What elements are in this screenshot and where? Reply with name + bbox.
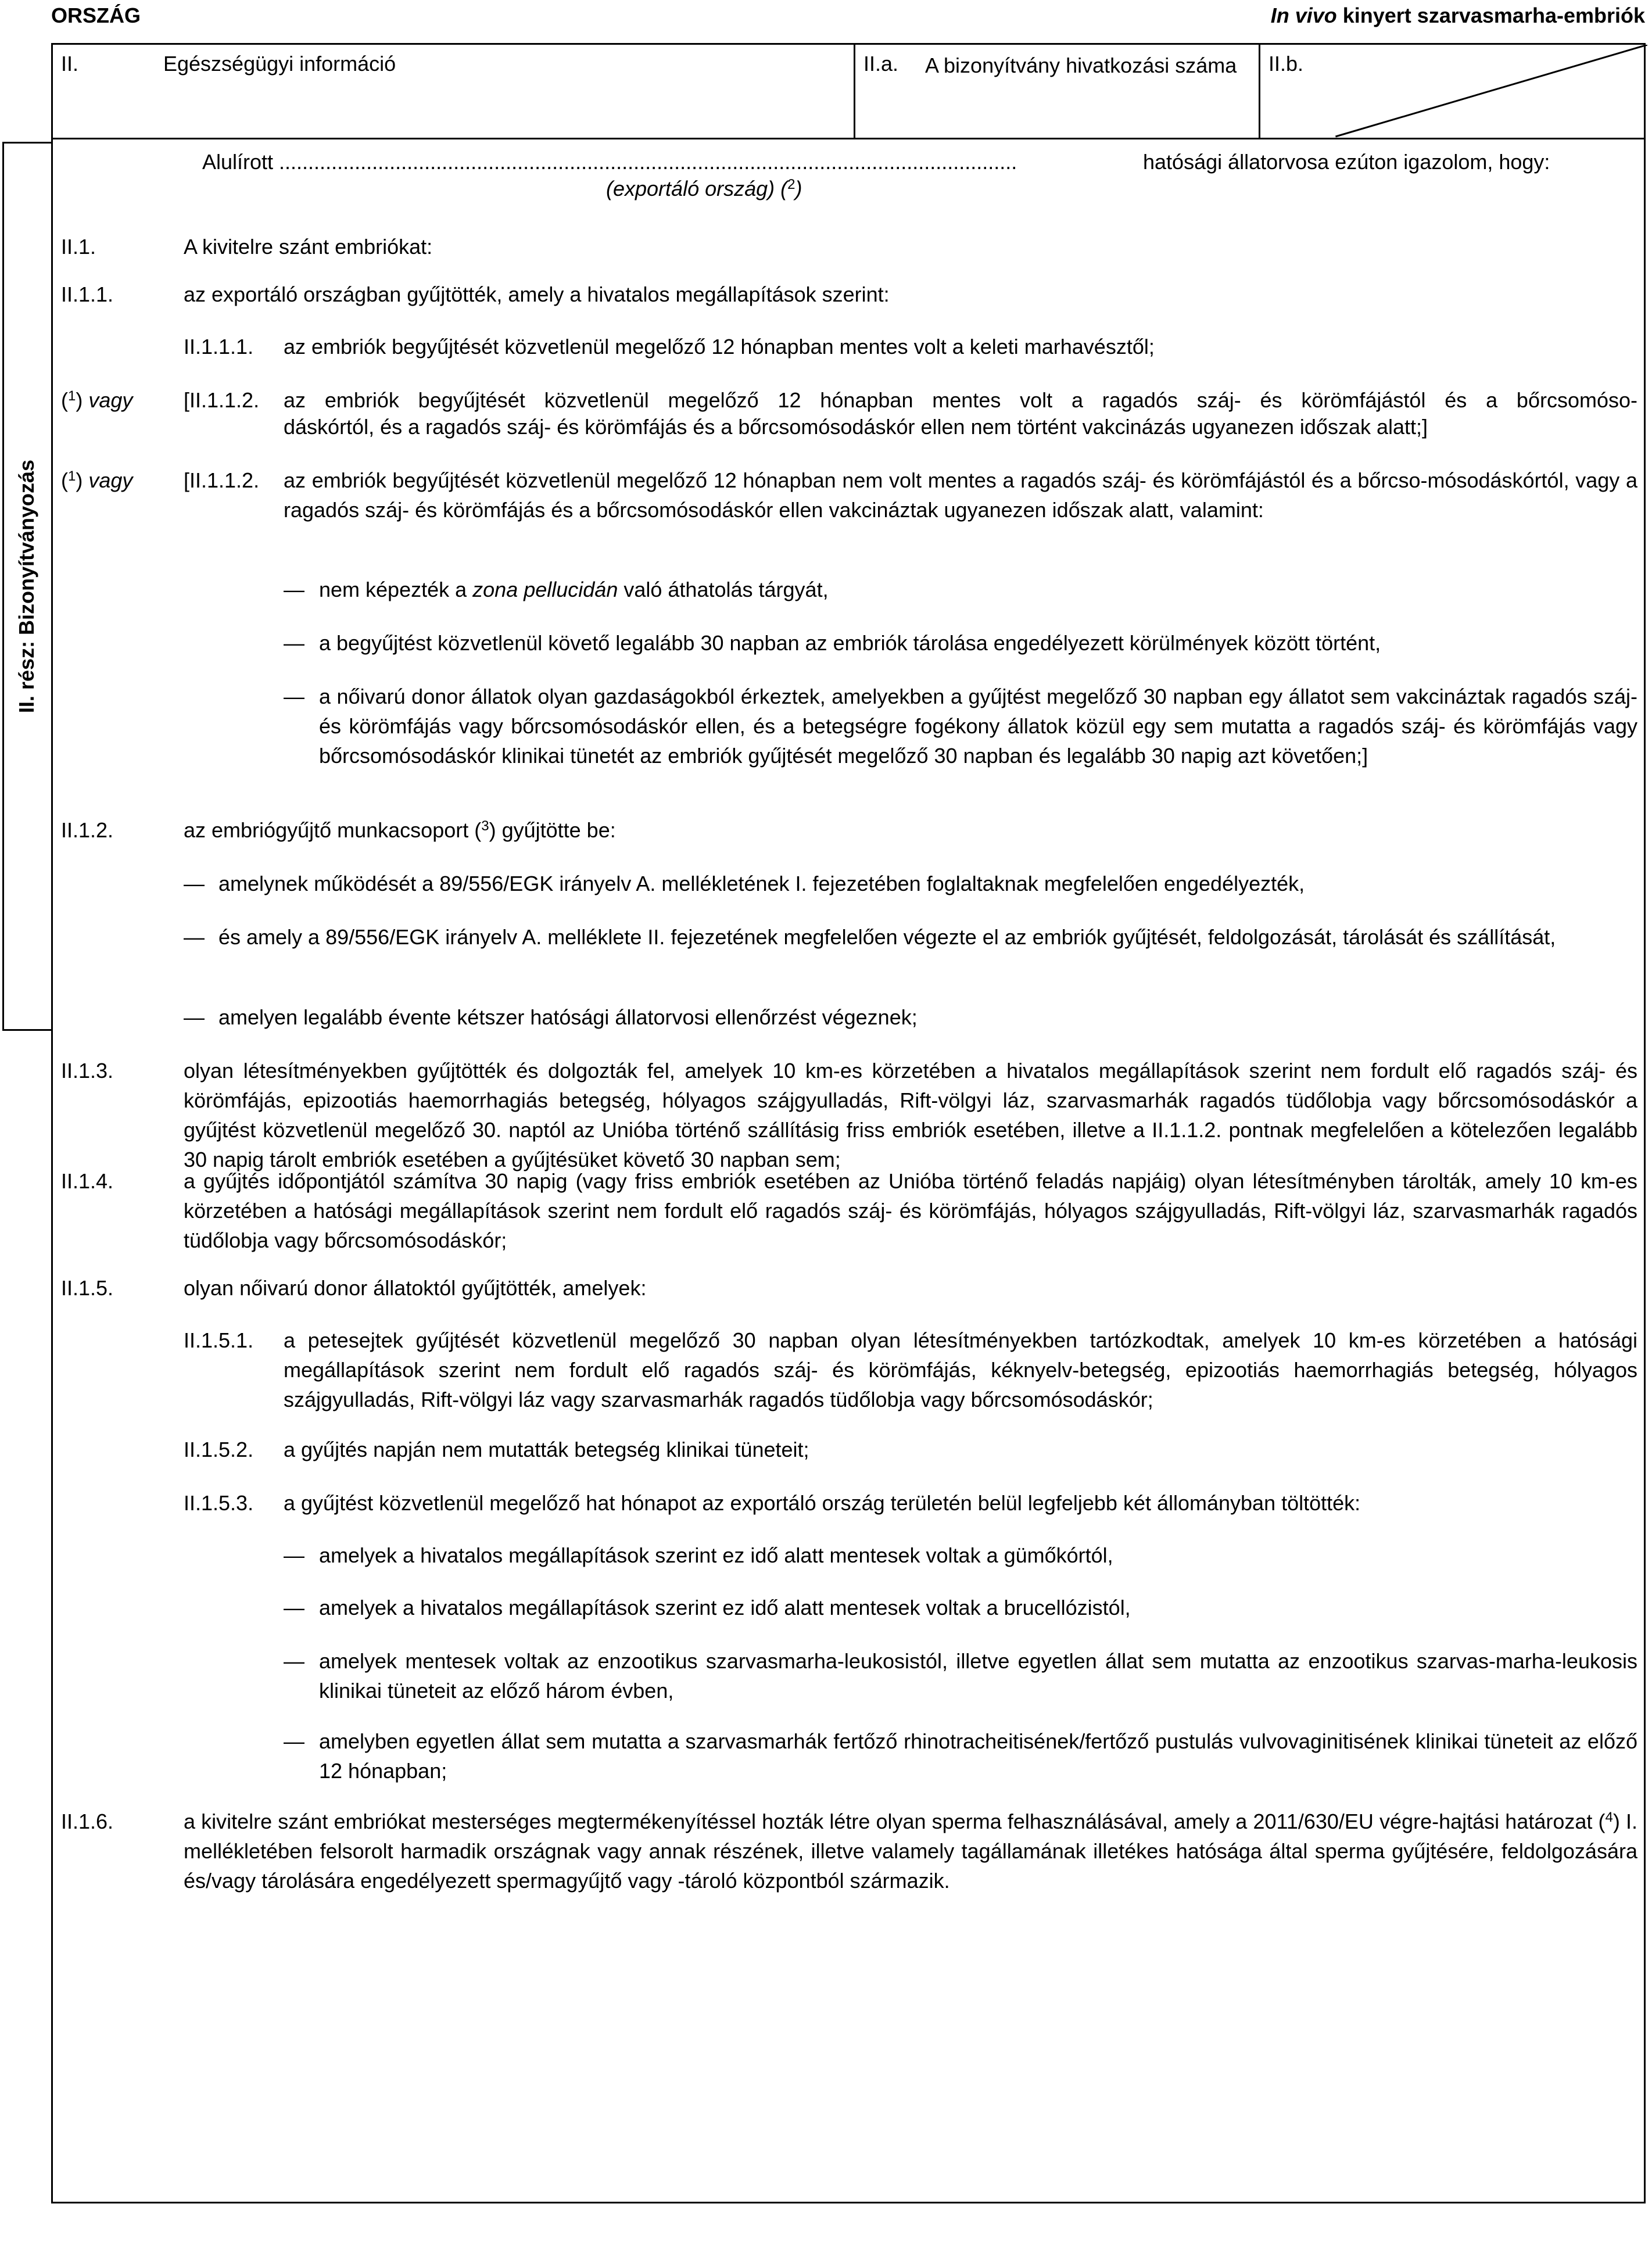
dash: — [184, 872, 205, 895]
section-number: II.1. [61, 235, 96, 259]
intro-subscript: (exportáló ország) ($^2$) [606, 177, 802, 200]
variant-1-line-1: az embriók begyűjtését közvetlenül megelőző 12 hónapban mentes volt a ragadós száj- és körömfájástól és a bőrcsomóso- [284, 388, 1637, 412]
header-cell-iib [1259, 45, 1647, 138]
side-label: II. rész: Bizonyítványozás [15, 459, 38, 714]
bullet-text: amelyen legalább évente kétszer hatósági állatorvosi ellenőrzést végeznek; [218, 1005, 918, 1029]
section-number: II.1.5.3. [184, 1491, 254, 1515]
section-number: II.1.2. [61, 818, 114, 842]
document-title [1271, 3, 1645, 28]
country-heading: ORSZÁG [51, 3, 141, 27]
variant-marker: ($^1$) vagy [61, 388, 133, 412]
bullet-text: nem képezték a zona pellucidán való áthatolás tárgyát, [319, 578, 829, 601]
dash: — [184, 925, 205, 949]
bullet-text: a begyűjtést közvetlenül követő legalább 30 napban az embriók tárolása engedélyezett körülmények között történt, [319, 631, 1381, 655]
section-number: II.1.4. [61, 1169, 114, 1193]
variant-1-line-2: dáskórtól, és a ragadós száj- és körömfájás és a bőrcsomósodáskór ellen nem történt vakcinázás ugyanezen időszak alatt;] [284, 415, 1428, 439]
header-cell-number: II.a. [863, 52, 899, 76]
table-header-row [53, 45, 1644, 139]
dash: — [184, 1005, 205, 1029]
section-number: [II.1.1.2. [184, 388, 260, 412]
bullet-text: amelynek működését a 89/556/EGK irányelv A. mellékletének I. fejezetében foglaltaknak megfelelően engedélyezték, [218, 872, 1305, 895]
dash: — [284, 685, 304, 708]
section-text: a petesejtek gyűjtését közvetlenül megelőző 30 napban olyan létesítményekben tartózkodtak, amelyek 10 km-es körzetében a hatósági megállapítások szerint nem fordult elő ragadós száj- és körömfájás, kéknyelv-betegség, epizootiás haemorrhagiás betegség, hólyagos szájgyulladás, Rift-völgyi láz vagy szarvasmarhák ragadós tüdőlobja vagy bőrcsomósodáskór; [284, 1328, 1637, 1411]
bullet-text: a nőivarú donor állatok olyan gazdaságokból érkeztek, amelyekben a gyűjtést megelőző 30 napban egy állatot sem vakcináztak ragadós száj- és körömfájás vagy bőrcsomósodáskór ellen, és a betegségre fogékony állatok közül egy sem mutatta a ragadós száj- és körömfájás vagy bőrcsomósodáskór klinikai tünetét az embriók gyűjtését megelőző 30 napban és legalább 30 napig azt követően;] [319, 685, 1637, 768]
variant-2-text: az embriók begyűjtését közvetlenül megelőző 12 hónapban nem volt mentes a ragadós száj- és körömfájástól és a bőrcso-mósodáskórtól, vagy a ragadós száj- és körömfájás és a bőrcsomósodáskór ellen vakcináztak ugyanezen időszak alatt, valamint: [284, 468, 1637, 522]
header-cell-number: II. [61, 52, 79, 76]
section-number: II.1.1.1. [184, 335, 254, 359]
bullet-text: amelyek a hivatalos megállapítások szerint ez idő alatt mentesek voltak a brucellózistól, [319, 1596, 1131, 1619]
section-text: a kivitelre szánt embriókat mesterséges megtermékenyítéssel hozták létre olyan sperma felhasználásával, amely a 2011/630/EU végre-hajtási határozat ($^4$) I. mellékletében felsorolt harmadik országnak vagy annak részének, illetve valamely tagállamának illetékes hatósága által sperma gyűjtésére, feldolgozására és/vagy tárolására engedélyezett spermagyűjtő vagy -tároló központból származik. [184, 1809, 1637, 1893]
section-text: olyan létesítményekben gyűjtötték és dolgozták fel, amelyek 10 km-es körzetében a hivatalos megállapítások szerint nem fordult elő ragadós száj- és körömfájás, epizootiás haemorrhagiás betegség, hólyagos szájgyulladás, Rift-völgyi láz, szarvasmarhák ragadós tüdőlobja vagy bőrcsomósodáskór a gyűjtést közvetlenül megelőző 30. naptól az Unióba történő szállításig friss embriók esetében, illetve a II.1.1.2. pontnak megfelelően a kötelezően legalább 30 napig tárolt embriók esetében a gyűjtésüket követő 30 napban sem; [184, 1059, 1637, 1171]
header-cell-reference [854, 45, 1259, 138]
variant-marker: ($^1$) vagy [61, 468, 133, 492]
section-number: II.1.3. [61, 1059, 114, 1083]
section-number: [II.1.1.2. [184, 468, 260, 492]
bullet-text: és amely a 89/556/EGK irányelv A. melléklete II. fejezetének megfelelően végezte el az embriók gyűjtését, feldolgozását, tárolását és szállítását, [218, 925, 1556, 949]
dash: — [284, 1729, 304, 1753]
dash: — [284, 1596, 304, 1619]
header-cell-text: A bizonyítvány hivatkozási száma [925, 53, 1237, 77]
certificate-frame [51, 43, 1646, 2203]
header-cell-health-info [53, 45, 854, 138]
bullet-text: amelyek a hivatalos megállapítások szerint ez idő alatt mentesek voltak a gümőkórtól, [319, 1543, 1113, 1567]
diagonal-strike-line [1260, 45, 1647, 138]
dash: — [284, 631, 304, 655]
section-number: II.1.6. [61, 1809, 114, 1833]
dash: — [284, 578, 304, 601]
title-italic: In vivo [1270, 3, 1337, 27]
section-text: az embriók begyűjtését közvetlenül megelőző 12 hónapban mentes volt a keleti marhavésztől; [284, 335, 1155, 359]
section-text: A kivitelre szánt embriókat: [184, 235, 433, 259]
section-text: a gyűjtés napján nem mutatták betegség klinikai tüneteit; [284, 1438, 809, 1461]
section-number: II.1.5.1. [184, 1328, 254, 1352]
section-text: a gyűjtés időpontjától számítva 30 napig (vagy friss embriók esetében az Unióba történő feladás napjáig) olyan létesítményben tárolták, amely 10 km-es körzetében a hatósági megállapítások szerint nem fordult elő ragadós száj- és körömfájás, hólyagos szájgyulladás, Rift-völgyi láz, szarvasmarhák ragadós tüdőlobja vagy bőrcsomósodáskór; [184, 1169, 1637, 1252]
section-text: olyan nőivarú donor állatoktól gyűjtötték, amelyek: [184, 1276, 647, 1300]
dash: — [284, 1649, 304, 1673]
section-number: II.1.5. [61, 1276, 114, 1300]
section-text: az embriógyűjtő munkacsoport ($^3$) gyűjtötte be: [184, 818, 616, 842]
intro-line-end: hatósági állatorvosa ezúton igazolom, hogy: [1143, 150, 1550, 174]
section-text: a gyűjtést közvetlenül megelőző hat hónapot az exportáló ország területén belül legfeljebb két állományban töltötték: [284, 1491, 1361, 1515]
title-rest: kinyert szarvasmarha-embriók [1336, 3, 1645, 27]
bullet-text: amelyek mentesek voltak az enzootikus szarvasmarha-leukosistól, illetve egyetlen állat sem mutatta az enzootikus szarvas-marha-leukosis klinikai tüneteit az előző három évben, [319, 1649, 1637, 1703]
dash: — [284, 1543, 304, 1567]
header-cell-text: Egészségügyi információ [163, 52, 396, 76]
intro-line: Alulírott ............................................................................................................................... [202, 150, 1017, 174]
section-number: II.1.5.2. [184, 1438, 254, 1461]
header-cell-number: II.b. [1268, 52, 1304, 76]
section-number: II.1.1. [61, 282, 114, 306]
section-text: az exportáló országban gyűjtötték, amely a hivatalos megállapítások szerint: [184, 282, 890, 306]
bullet-text: amelyben egyetlen állat sem mutatta a szarvasmarhák fertőző rhinotracheitisének/fertőző pustulás vulvovaginitisének klinikai tüneteit az előző 12 hónapban; [319, 1729, 1637, 1783]
